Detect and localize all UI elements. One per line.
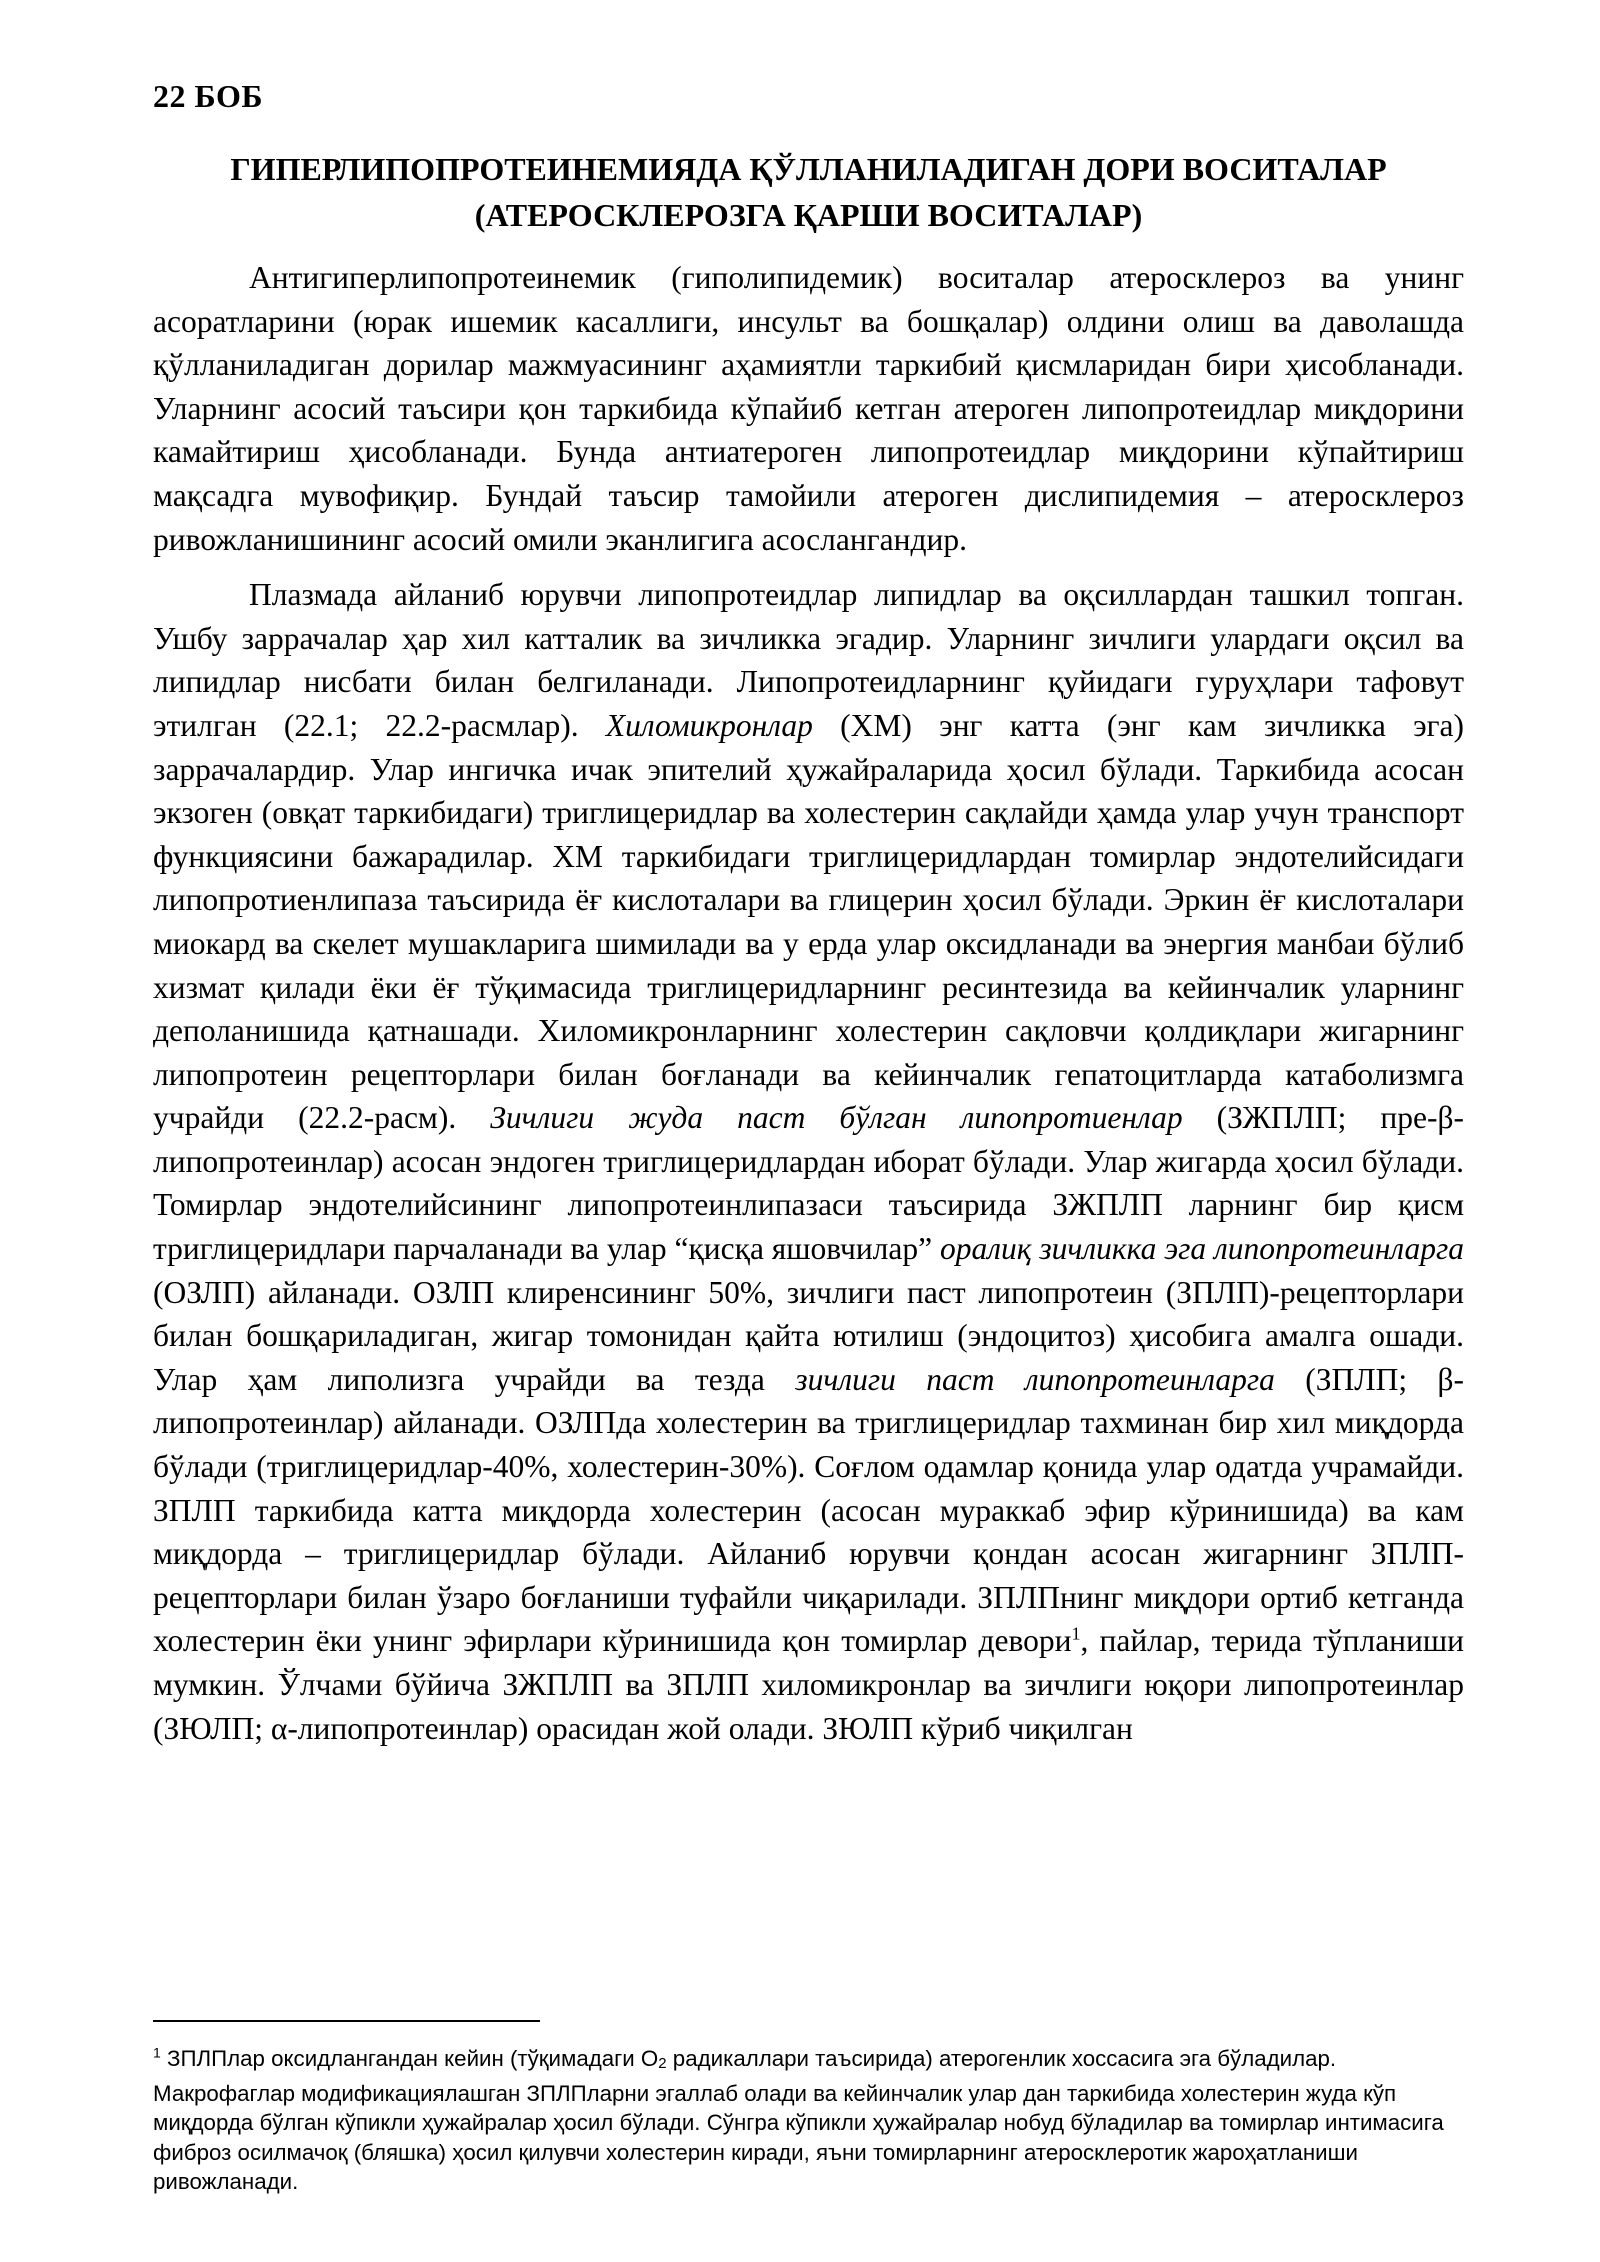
footnote-reference[interactable]: 1 <box>1071 1623 1081 1644</box>
paragraph-1: Антигиперлипопротеинемик (гиполипидемик) воситалар атеросклероз ва унинг асоратларини (юрак ишемик касаллиги, инсульт ва бошқалар) олдини олиш ва даволашда қўлланиладиган дорилар мажмуасининг аҳамиятли таркибий қисмларидан бири ҳисобланади. Уларнинг асосий таъсири қон таркибида кўпайиб кетган атероген липопротеидлар миқдорини камайтириш ҳисобланади. Бунда антиатероген липопротеидлар миқдорини кўпайтириш мақсадга мувофиқир. Бундай таъсир тамойили атероген дислипидемия – атеросклероз ривожланишининг асосий омили эканлигига асослангандир. <box>153 260 1464 557</box>
term-vldl: Зичлиги жуда паст бўлган липопротиенлар <box>490 1100 1183 1136</box>
chapter-heading: 22 БОБ <box>153 78 263 114</box>
text-run: (ЗПЛП; β-липопротеинлар) айланади. ОЗЛПда холестерин ва триглицеридлар тахминан бир хил миқдорда бўлади (триглицеридлар-40%, холестерин-30%). Соғлом одамлар қонида улар одатда учрамайди. ЗПЛП таркибида катта миқдорда холестерин (асосан мураккаб эфир кўринишида) ва кам миқдорда – триглицеридлар бўлади. Айланиб юрувчи қондан асосан жигарнинг ЗПЛП-рецепторлари билан ўзаро боғланиши туфайли чиқарилади. ЗПЛПнинг миқдори ортиб кетганда холестерин ёки унинг эфирлари кўринишида қон томирлар девори <box>153 1361 1464 1659</box>
chapter-title <box>153 146 1464 238</box>
paragraph-2 <box>153 573 1464 1750</box>
footnote-divider <box>153 2020 540 2022</box>
footnote-subscript: 2 <box>658 2055 667 2072</box>
text-run: , пайлар, терида тўпланиши мумкин. Ўлчами бўйича ЗЖПЛП ва ЗПЛП хиломикронлар ва зичлиги юқори липопротеинлар (ЗЮЛП; α-липопротеинлар) орасидан жой олади. ЗЮЛП кўриб чиқилган <box>153 1623 1464 1746</box>
term-chylomicrons: Хиломикронлар <box>605 707 813 743</box>
footnote-marker: 1 <box>153 2044 161 2061</box>
text-run: (ЗЖПЛП; пре-β-липопротеинлар) асосан эндоген триглицеридлардан иборат бўлади. Улар жигарда ҳосил бўлади. Томирлар эндотелийсининг липопротеинлипазаси таъсирида ЗЖПЛП ларнинг бир қисм триглицеридлари парчаланади ва улар “қисқа яшовчилар” <box>153 1100 1464 1267</box>
body-text <box>153 256 1464 1750</box>
term-ldl: зичлиги паст липопротеинларга <box>795 1361 1275 1397</box>
footnote-text: ЗПЛПлар оксидлангандан кейин (тўқимадаги О <box>160 2046 659 2071</box>
term-idl: оралиқ зичликка эга липопротеинларга <box>939 1231 1464 1267</box>
text-run: Плазмада айланиб юрувчи липопротеидлар липидлар ва оқсиллардан ташкил топган. Ушбу заррачалар ҳар хил катталик ва зичликка эгадир. Уларнинг зичлиги улардаги оқсил ва липидлар нисбати билан белгиланади. Липопротеидларнинг қуйидаги гуруҳлари тафовут этилган (22.1; 22.2-расмлар). <box>153 577 1464 743</box>
text-run: (ХМ) энг катта (энг кам зичликка эга) заррачалардир. Улар ингичка ичак эпителий ҳужайраларида ҳосил бўлади. Таркибида асосан экзоген (овқат таркибидаги) триглицеридлар ва холестерин сақлайди ҳамда улар учун транспорт функциясини бажарадилар. ХМ таркибидаги триглицеридлардан томирлар эндотелийсидаги липопротиенлипаза таъсирида ёғ кислоталари ва глицерин ҳосил бўлади. Эркин ёғ кислоталари миокард ва скелет мушакларига шимилади ва у ерда улар оксидланади ва энергия манбаи бўлиб хизмат қилади ёки ёғ тўқимасида триглицеридларнинг ресинтезида ва кейинчалик уларнинг деполанишида қатнашади. Хиломикронларнинг холестерин сақловчи қолдиқлари жигарнинг липопротеин рецепторлари билан боғланади ва кейинчалик гепатоцитларда катаболизмга учрайди (22.2-расм). <box>153 707 1464 1136</box>
title-line-1: ГИПЕРЛИПОПРОТЕИНЕМИЯДА ҚЎЛЛАНИЛАДИГАН ДОРИ ВОСИТАЛАР <box>230 151 1387 187</box>
title-line-2: (АТЕРОСКЛЕРОЗГА ҚАРШИ ВОСИТАЛАР) <box>474 197 1143 233</box>
text-run: (ОЗЛП) айланади. ОЗЛП клиренсининг 50%, зичлиги паст липопротеин (ЗПЛП)-рецепторлари билан бошқариладиган, жигар томонидан қайта ютилиш (эндоцитоз) ҳисобига амалга ошади. Улар ҳам липолизга учрайди ва тезда <box>153 1274 1464 1397</box>
footnote-text: радикаллари таъсирида) атерогенлик хоссасига эга бўладилар. Макрофаглар модификациялашган ЗПЛПларни эгаллаб олади ва кейинчалик улар дан таркибида холестерин жуда кўп миқдорда бўлган кўпикли ҳужайралар ҳосил бўлади. Сўнгра кўпикли ҳужайралар нобуд бўладилар ва томирлар интимасига фиброз осилмачоқ (бляшка) ҳосил қилувчи холестерин киради, яъни томирларнинг атеросклеротик жароҳатланиши ривожланади. <box>153 2046 1444 2194</box>
footnote <box>153 2044 1464 2197</box>
